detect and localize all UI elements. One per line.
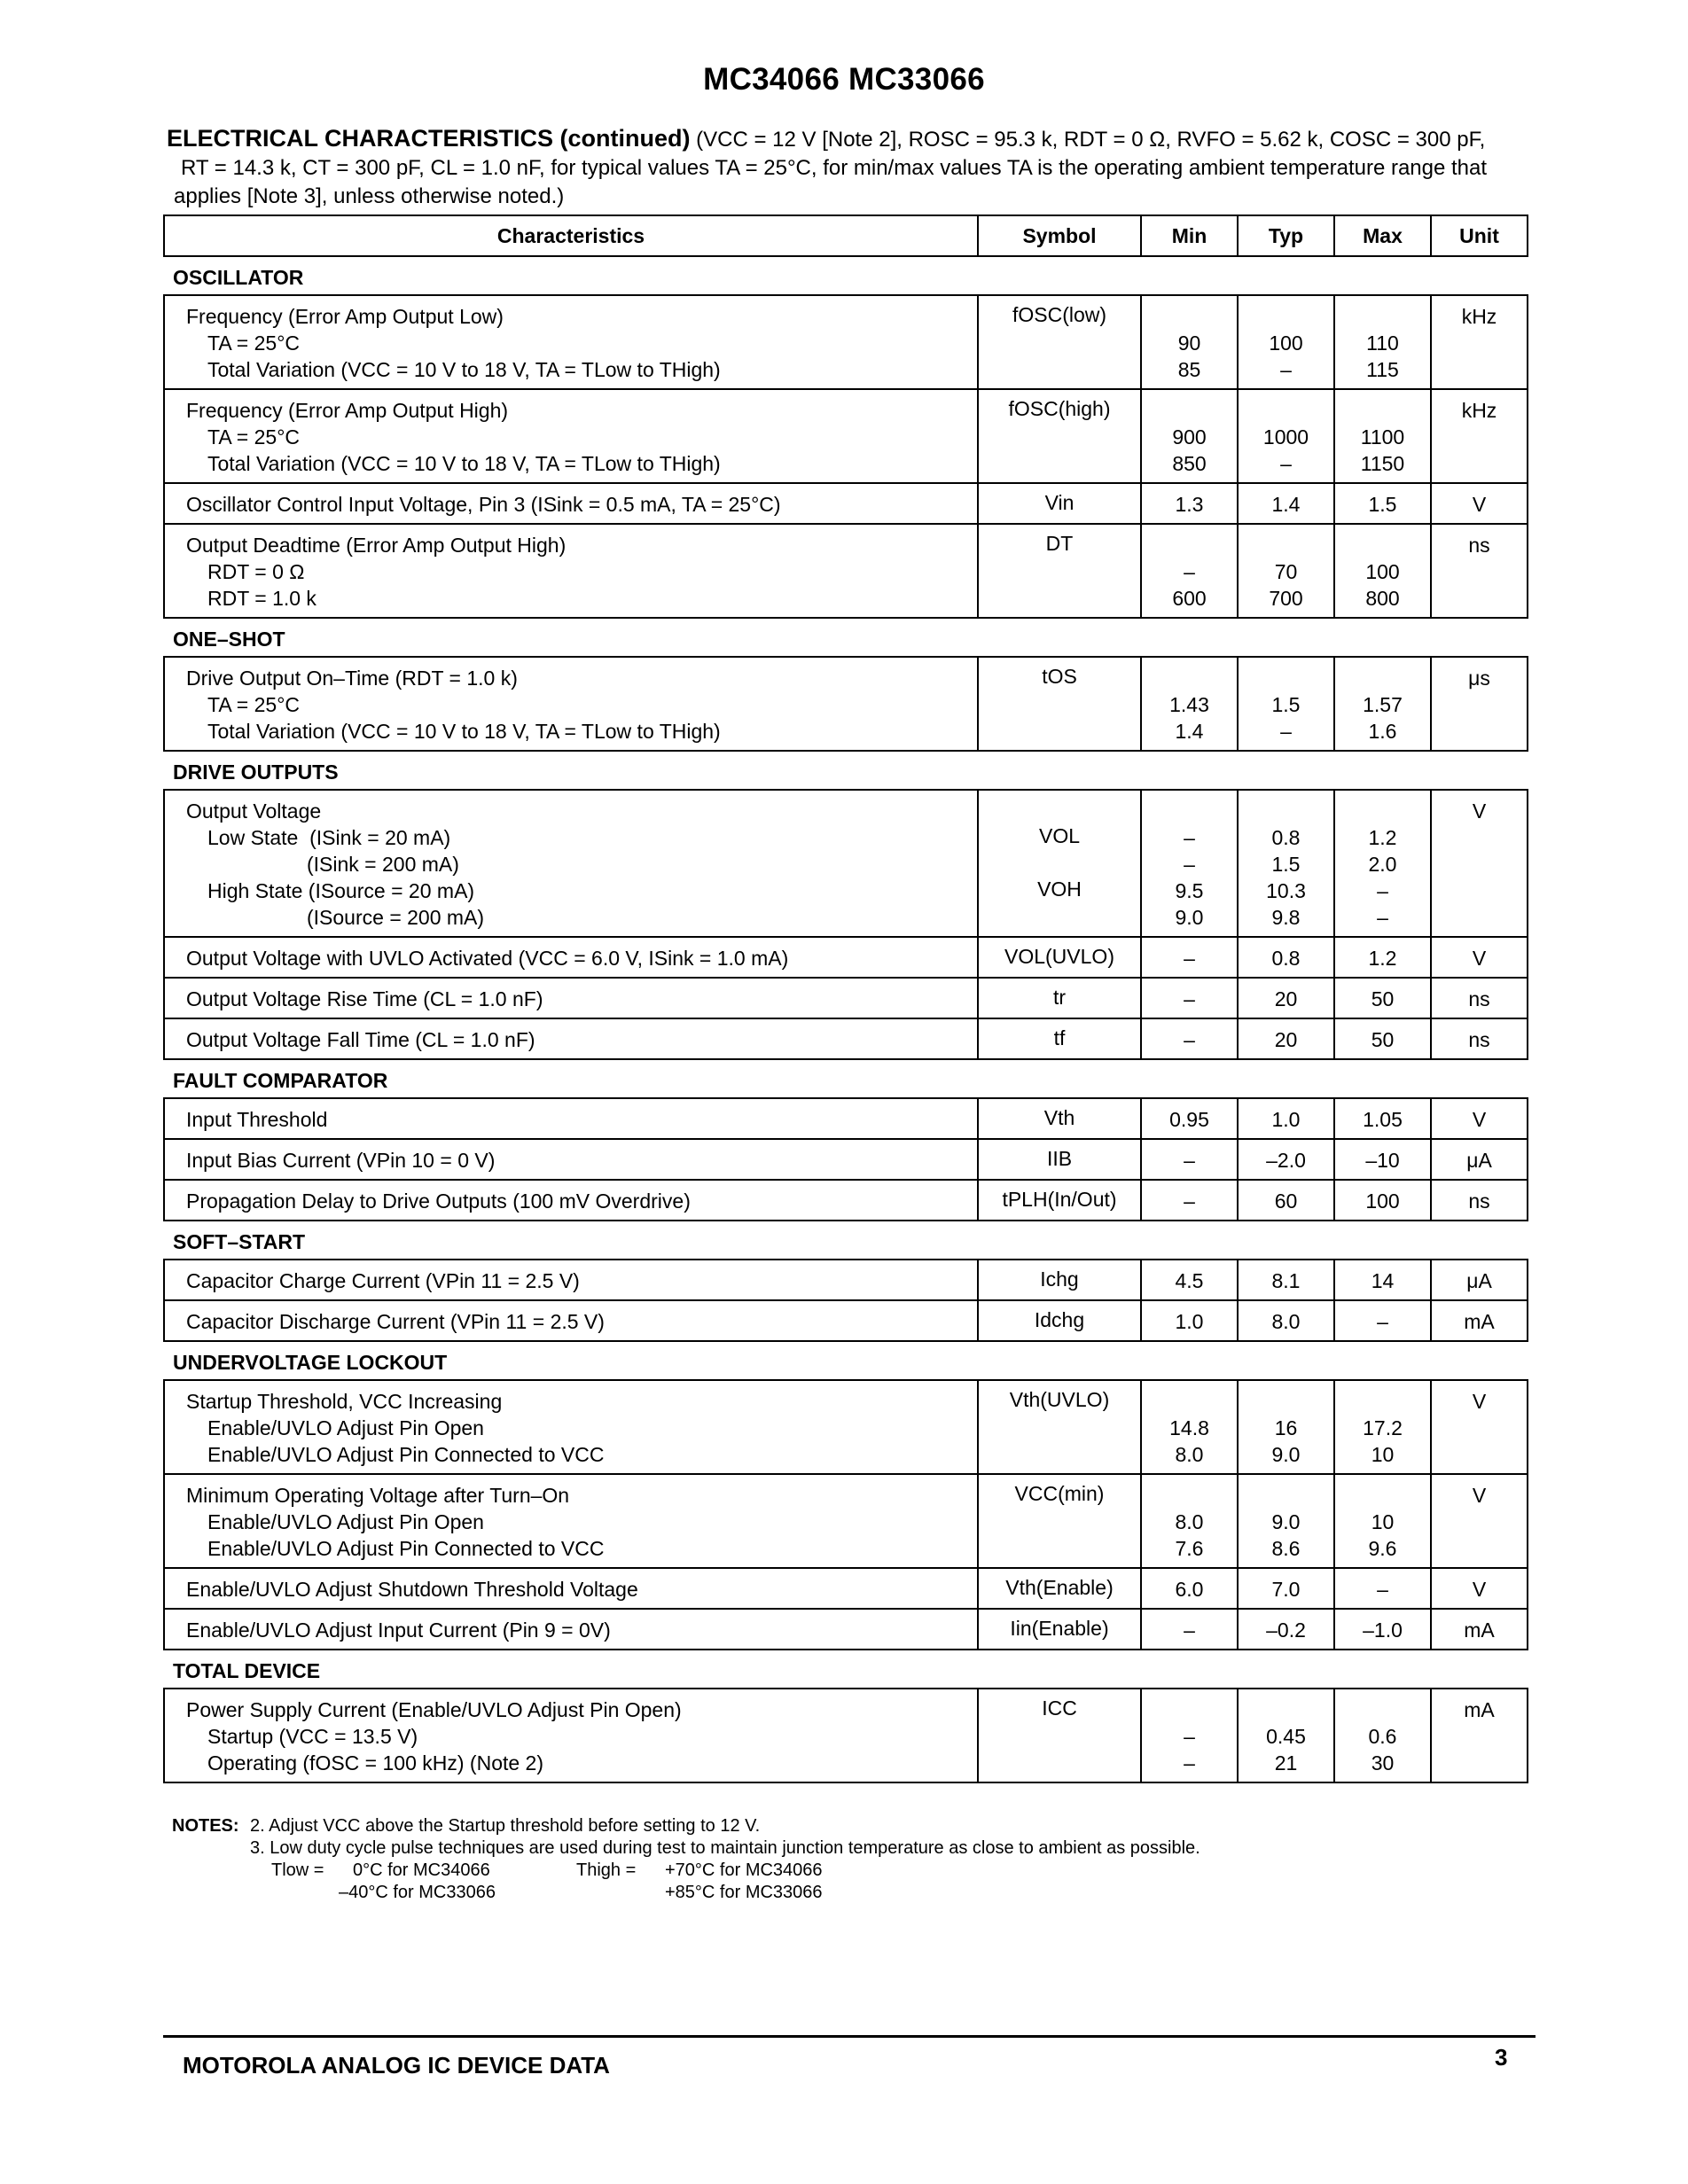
table-row: Propagation Delay to Drive Outputs (100 mV Overdrive) tPLH(In/Out) – 60 100 ns <box>164 1180 1528 1221</box>
table-row: Output Voltage with UVLO Activated (VCC = 6.0 V, ISink = 1.0 mA) VOL(UVLO) – 0.8 1.2 V <box>164 937 1528 978</box>
header-typ: Typ <box>1238 215 1334 256</box>
header-unit: Unit <box>1431 215 1528 256</box>
table-header-row <box>164 215 1528 256</box>
table-row: Enable/UVLO Adjust Shutdown Threshold Voltage Vth(Enable) 6.0 7.0 – V <box>164 1568 1528 1609</box>
section-fault-comparator: FAULT COMPARATOR <box>164 1059 1528 1098</box>
table-row: Frequency (Error Amp Output High) TA = 25°C Total Variation (VCC = 10 V to 18 V, TA = TLow to THigh) fOSC(high) 900 850 1000 – 1100 1150 kHz <box>164 389 1528 483</box>
page-title: MC34066 MC33066 <box>703 62 985 97</box>
section-oscillator: OSCILLATOR <box>164 256 1528 295</box>
table-row: Power Supply Current (Enable/UVLO Adjust Pin Open) Startup (VCC = 13.5 V) Operating (fOSC = 100 kHz) (Note 2) ICC – – 0.45 21 0.6 30 mA <box>164 1689 1528 1782</box>
conditions-line-3: applies [Note 3], unless otherwise noted.) <box>174 184 565 208</box>
temperature-limits <box>172 1860 1502 1882</box>
table-row: Minimum Operating Voltage after Turn–On Enable/UVLO Adjust Pin Open Enable/UVLO Adjust Pin Connected to VCC VCC(min) 8.0 7.6 9.0 8.6 10 9.6 V <box>164 1474 1528 1568</box>
table-row: Startup Threshold, VCC Increasing Enable/UVLO Adjust Pin Open Enable/UVLO Adjust Pin Connected to VCC Vth(UVLO) 14.8 8.0 16 9.0 17.2 10 V <box>164 1380 1528 1474</box>
thigh-value-1: +70°C for MC34066 <box>665 1860 823 1880</box>
table-row: Output Voltage Rise Time (CL = 1.0 nF) tr – 20 50 ns <box>164 978 1528 1018</box>
note-2: 2. Adjust VCC above the Startup threshold before setting to 12 V. <box>250 1816 761 1836</box>
header-characteristics: Characteristics <box>164 215 978 256</box>
header-symbol: Symbol <box>978 215 1141 256</box>
tlow-label: Tlow = <box>271 1860 324 1880</box>
section-heading: ELECTRICAL CHARACTERISTICS (continued) <box>167 125 691 152</box>
table-row: Output Deadtime (Error Amp Output High) RDT = 0 Ω RDT = 1.0 k DT – 600 70 700 100 800 ns <box>164 524 1528 618</box>
note-3: 3. Low duty cycle pulse techniques are used during test to maintain junction temperature as close to ambient as possible. <box>250 1838 1200 1858</box>
notes-label: NOTES: <box>172 1816 239 1836</box>
section-soft-start: SOFT–START <box>164 1221 1528 1260</box>
tlow-value-2: –40°C for MC33066 <box>339 1883 496 1902</box>
tlow-value-1: 0°C for MC34066 <box>353 1860 490 1880</box>
conditions-block <box>167 124 1532 211</box>
conditions-line-1: (VCC = 12 V [Note 2], ROSC = 95.3 k, RDT = 0 Ω, RVFO = 5.62 k, COSC = 300 pF, <box>696 128 1486 152</box>
header-max: Max <box>1334 215 1431 256</box>
table-row: Output Voltage Fall Time (CL = 1.0 nF) tf – 20 50 ns <box>164 1018 1528 1059</box>
page-number: 3 <box>1495 2044 1508 2071</box>
table-row: Output Voltage Low State (ISink = 20 mA) (ISink = 200 mA) High State (ISource = 20 mA) (ISource = 200 mA) VOL VOH – – 9.5 9.0 0.8 1.5 10.3 9.8 1.2 2.0 – – V <box>164 790 1528 937</box>
footer-divider <box>163 2035 1536 2038</box>
thigh-label: Thigh = <box>576 1860 637 1880</box>
section-one-shot: ONE–SHOT <box>164 618 1528 657</box>
table-row: Capacitor Charge Current (VPin 11 = 2.5 V) Ichg 4.5 8.1 14 μA <box>164 1260 1528 1300</box>
table-row: Capacitor Discharge Current (VPin 11 = 2.5 V) Idchg 1.0 8.0 – mA <box>164 1300 1528 1341</box>
section-undervoltage-lockout: UNDERVOLTAGE LOCKOUT <box>164 1341 1528 1380</box>
header-min: Min <box>1141 215 1238 256</box>
thigh-value-2: +85°C for MC33066 <box>665 1883 823 1902</box>
table-row: Input Bias Current (VPin 10 = 0 V) IIB – –2.0 –10 μA <box>164 1139 1528 1180</box>
electrical-characteristics-table <box>163 214 1528 1783</box>
table-row: Enable/UVLO Adjust Input Current (Pin 9 = 0V) Iin(Enable) – –0.2 –1.0 mA <box>164 1609 1528 1650</box>
footer-publication: MOTOROLA ANALOG IC DEVICE DATA <box>183 2052 610 2079</box>
temperature-limits-2 <box>172 1882 1502 1904</box>
table-row: Drive Output On–Time (RDT = 1.0 k) TA = 25°C Total Variation (VCC = 10 V to 18 V, TA = TLow to THigh) tOS 1.43 1.4 1.5 – 1.57 1.6 μs <box>164 657 1528 751</box>
section-drive-outputs: DRIVE OUTPUTS <box>164 751 1528 790</box>
table-row: Oscillator Control Input Voltage, Pin 3 (ISink = 0.5 mA, TA = 25°C) Vin 1.3 1.4 1.5 V <box>164 483 1528 524</box>
notes-block <box>172 1815 1502 1904</box>
section-total-device: TOTAL DEVICE <box>164 1650 1528 1689</box>
table-row: Frequency (Error Amp Output Low) TA = 25°C Total Variation (VCC = 10 V to 18 V, TA = TLow to THigh) fOSC(low) 90 85 100 – 110 115 kHz <box>164 295 1528 389</box>
conditions-line-2: RT = 14.3 k, CT = 300 pF, CL = 1.0 nF, for typical values TA = 25°C, for min/max values TA is the operating ambient temperature range that <box>181 156 1488 180</box>
table-row: Input Threshold Vth 0.95 1.0 1.05 V <box>164 1098 1528 1139</box>
